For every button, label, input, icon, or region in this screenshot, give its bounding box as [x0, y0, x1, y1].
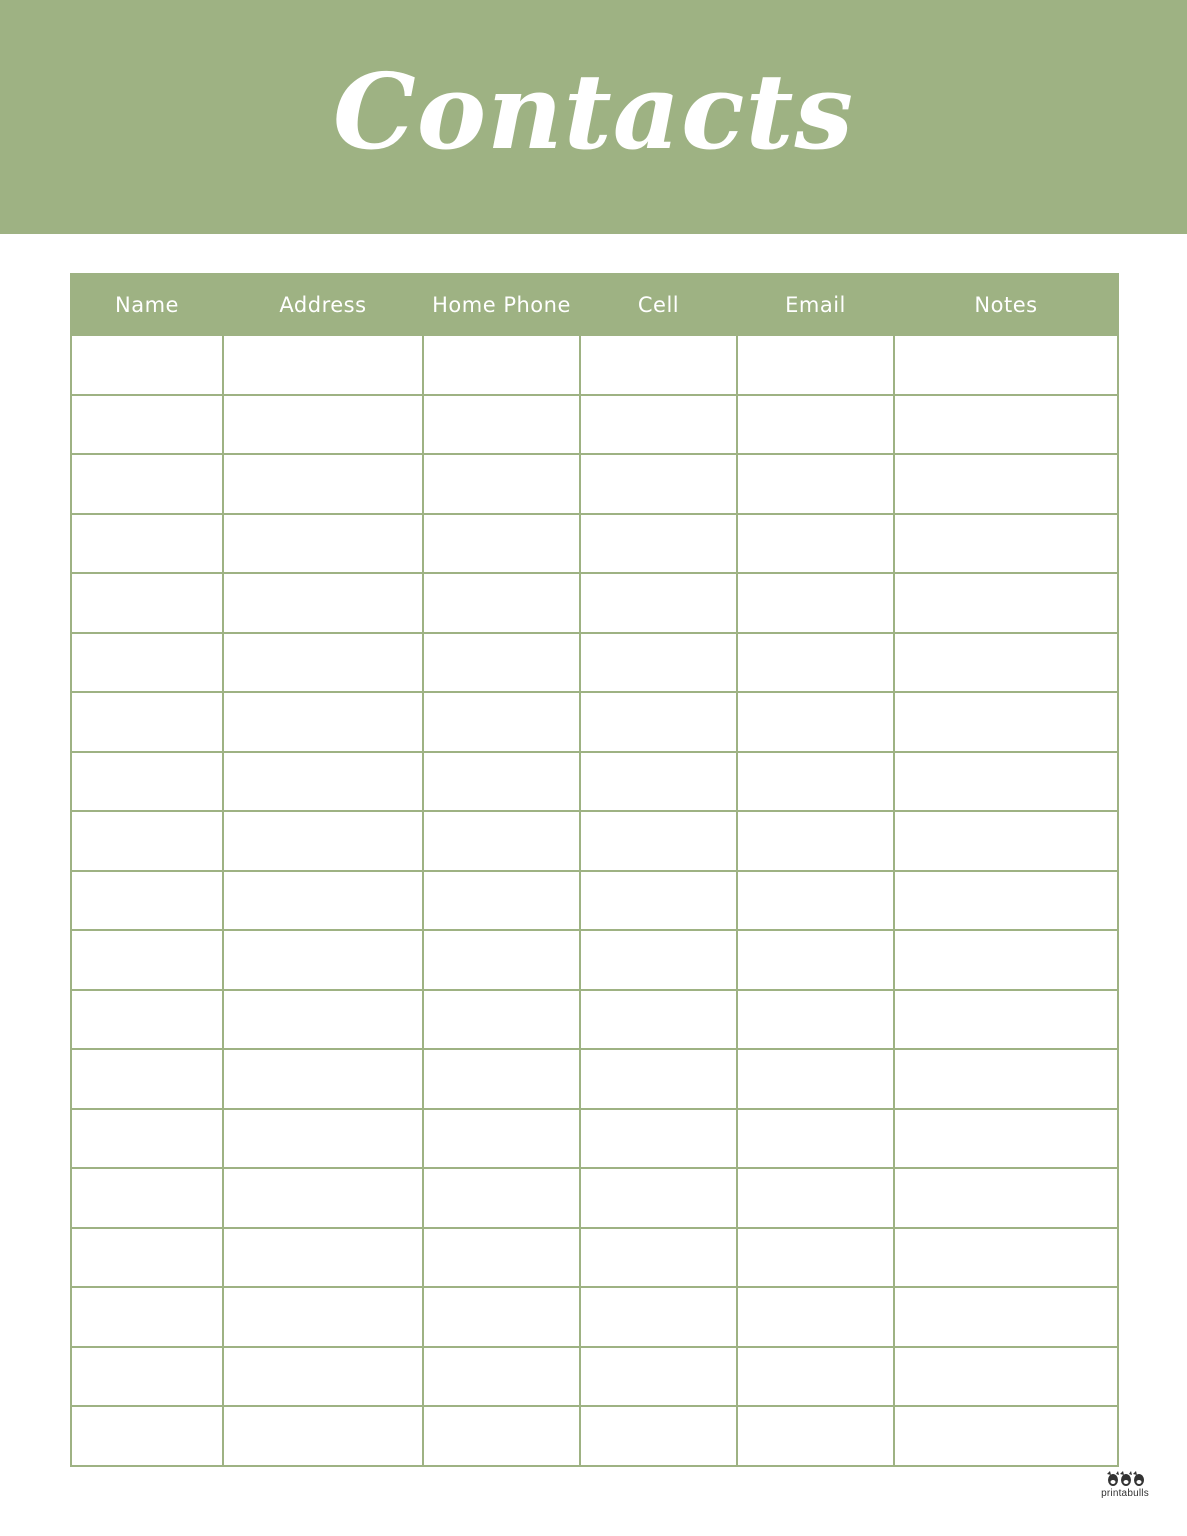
table-cell[interactable] [580, 573, 737, 633]
table-cell[interactable] [737, 990, 894, 1050]
table-cell[interactable] [223, 335, 423, 395]
table-cell[interactable] [894, 752, 1118, 812]
table-cell[interactable] [223, 395, 423, 455]
table-row [71, 811, 1118, 871]
table-cell[interactable] [223, 930, 423, 990]
table-cell[interactable] [71, 395, 223, 455]
table-row [71, 1168, 1118, 1228]
table-cell[interactable] [894, 811, 1118, 871]
table-cell[interactable] [737, 335, 894, 395]
table-cell[interactable] [580, 1406, 737, 1466]
table-cell[interactable] [894, 1049, 1118, 1109]
table-cell[interactable] [580, 990, 737, 1050]
table-cell[interactable] [580, 1347, 737, 1407]
printabulls-logo [1095, 1470, 1155, 1499]
table-cell[interactable] [423, 1168, 580, 1228]
table-cell[interactable] [580, 633, 737, 693]
table-cell[interactable] [71, 1109, 223, 1169]
table-cell[interactable] [223, 871, 423, 931]
table-cell[interactable] [737, 1049, 894, 1109]
table-cell[interactable] [223, 1406, 423, 1466]
table-cell[interactable] [580, 692, 737, 752]
table-row [71, 930, 1118, 990]
table-cell[interactable] [737, 1287, 894, 1347]
table-cell[interactable] [71, 1049, 223, 1109]
table-cell[interactable] [894, 1168, 1118, 1228]
table-cell[interactable] [423, 811, 580, 871]
column-header-home-phone: Home Phone [423, 274, 580, 335]
table-cell[interactable] [423, 990, 580, 1050]
table-cell[interactable] [580, 514, 737, 574]
table-cell[interactable] [423, 1228, 580, 1288]
table-cell[interactable] [580, 811, 737, 871]
table-cell[interactable] [223, 454, 423, 514]
table-cell[interactable] [71, 871, 223, 931]
table-row [71, 395, 1118, 455]
table-cell[interactable] [423, 573, 580, 633]
table-cell[interactable] [737, 454, 894, 514]
contacts-table [70, 273, 1119, 1467]
table-cell[interactable] [580, 871, 737, 931]
table-cell[interactable] [580, 1049, 737, 1109]
table-row [71, 454, 1118, 514]
table-cell[interactable] [223, 752, 423, 812]
table-cell[interactable] [223, 1049, 423, 1109]
table-cell[interactable] [71, 930, 223, 990]
table-cell[interactable] [894, 871, 1118, 931]
table-cell[interactable] [580, 1287, 737, 1347]
table-cell[interactable] [894, 633, 1118, 693]
table-row [71, 1287, 1118, 1347]
table-cell[interactable] [223, 633, 423, 693]
table-row [71, 752, 1118, 812]
table-cell[interactable] [223, 811, 423, 871]
table-row [71, 514, 1118, 574]
table-cell[interactable] [423, 395, 580, 455]
table-cell[interactable] [423, 454, 580, 514]
table-cell[interactable] [71, 1406, 223, 1466]
table-cell[interactable] [223, 1347, 423, 1407]
bulls-logo-icon [1105, 1470, 1145, 1488]
table-cell[interactable] [894, 514, 1118, 574]
column-header-name: Name [71, 274, 223, 335]
table-row [71, 633, 1118, 693]
column-header-notes: Notes [894, 274, 1118, 335]
table-cell[interactable] [423, 514, 580, 574]
table-cell[interactable] [71, 1287, 223, 1347]
table-row [71, 871, 1118, 931]
table-cell[interactable] [71, 1168, 223, 1228]
table-header-row [71, 274, 1118, 335]
table-cell[interactable] [423, 930, 580, 990]
table-row [71, 1228, 1118, 1288]
table-cell[interactable] [894, 1228, 1118, 1288]
table-body [71, 335, 1118, 1466]
table-cell[interactable] [737, 930, 894, 990]
table-cell[interactable] [737, 1347, 894, 1407]
table-cell[interactable] [71, 1347, 223, 1407]
table-cell[interactable] [737, 514, 894, 574]
table-cell[interactable] [223, 1109, 423, 1169]
table-cell[interactable] [580, 1109, 737, 1169]
table-cell[interactable] [423, 1406, 580, 1466]
table-cell[interactable] [894, 930, 1118, 990]
logo-text: printabulls [1101, 1488, 1149, 1499]
table-cell[interactable] [737, 1109, 894, 1169]
table-row [71, 1109, 1118, 1169]
table-cell[interactable] [423, 335, 580, 395]
table-cell[interactable] [580, 930, 737, 990]
table-cell[interactable] [71, 1228, 223, 1288]
table-cell[interactable] [737, 573, 894, 633]
table-cell[interactable] [737, 692, 894, 752]
table-cell[interactable] [737, 633, 894, 693]
table-cell[interactable] [423, 692, 580, 752]
table-cell[interactable] [894, 335, 1118, 395]
table-cell[interactable] [71, 692, 223, 752]
table-cell[interactable] [423, 871, 580, 931]
table-cell[interactable] [894, 395, 1118, 455]
table-cell[interactable] [71, 514, 223, 574]
table-cell[interactable] [71, 990, 223, 1050]
table-cell[interactable] [223, 692, 423, 752]
table-cell[interactable] [223, 573, 423, 633]
table-row [71, 1406, 1118, 1466]
table-cell[interactable] [894, 573, 1118, 633]
table-cell[interactable] [223, 1228, 423, 1288]
table-cell[interactable] [580, 395, 737, 455]
table-cell[interactable] [71, 811, 223, 871]
table-cell[interactable] [223, 1287, 423, 1347]
table-cell[interactable] [423, 633, 580, 693]
column-header-cell: Cell [580, 274, 737, 335]
table-cell[interactable] [71, 335, 223, 395]
table-cell[interactable] [223, 1168, 423, 1228]
table-cell[interactable] [737, 1406, 894, 1466]
table-cell[interactable] [423, 1109, 580, 1169]
table-cell[interactable] [894, 1406, 1118, 1466]
table-cell[interactable] [223, 514, 423, 574]
table-row [71, 990, 1118, 1050]
table-cell[interactable] [423, 752, 580, 812]
table-cell[interactable] [737, 1228, 894, 1288]
table-cell[interactable] [580, 335, 737, 395]
table-row [71, 1347, 1118, 1407]
column-header-email: Email [737, 274, 894, 335]
table-cell[interactable] [894, 990, 1118, 1050]
table-cell[interactable] [737, 395, 894, 455]
table-cell[interactable] [737, 871, 894, 931]
table-cell[interactable] [894, 1347, 1118, 1407]
table-cell[interactable] [423, 1287, 580, 1347]
table-cell[interactable] [894, 1109, 1118, 1169]
table-row [71, 573, 1118, 633]
table-cell[interactable] [894, 1287, 1118, 1347]
table-cell[interactable] [894, 692, 1118, 752]
column-header-address: Address [223, 274, 423, 335]
table-cell[interactable] [71, 633, 223, 693]
table-cell[interactable] [894, 454, 1118, 514]
table-row [71, 692, 1118, 752]
table-cell[interactable] [580, 1228, 737, 1288]
table-cell[interactable] [737, 752, 894, 812]
table-cell[interactable] [71, 454, 223, 514]
table-cell[interactable] [580, 752, 737, 812]
table-cell[interactable] [580, 1168, 737, 1228]
table-cell[interactable] [423, 1049, 580, 1109]
table-cell[interactable] [223, 990, 423, 1050]
table-cell[interactable] [71, 573, 223, 633]
table-cell[interactable] [71, 752, 223, 812]
table-row [71, 1049, 1118, 1109]
page-title: Contacts [332, 49, 855, 173]
table-cell[interactable] [737, 811, 894, 871]
table-cell[interactable] [423, 1347, 580, 1407]
table-row [71, 335, 1118, 395]
table-cell[interactable] [737, 1168, 894, 1228]
table-cell[interactable] [580, 454, 737, 514]
